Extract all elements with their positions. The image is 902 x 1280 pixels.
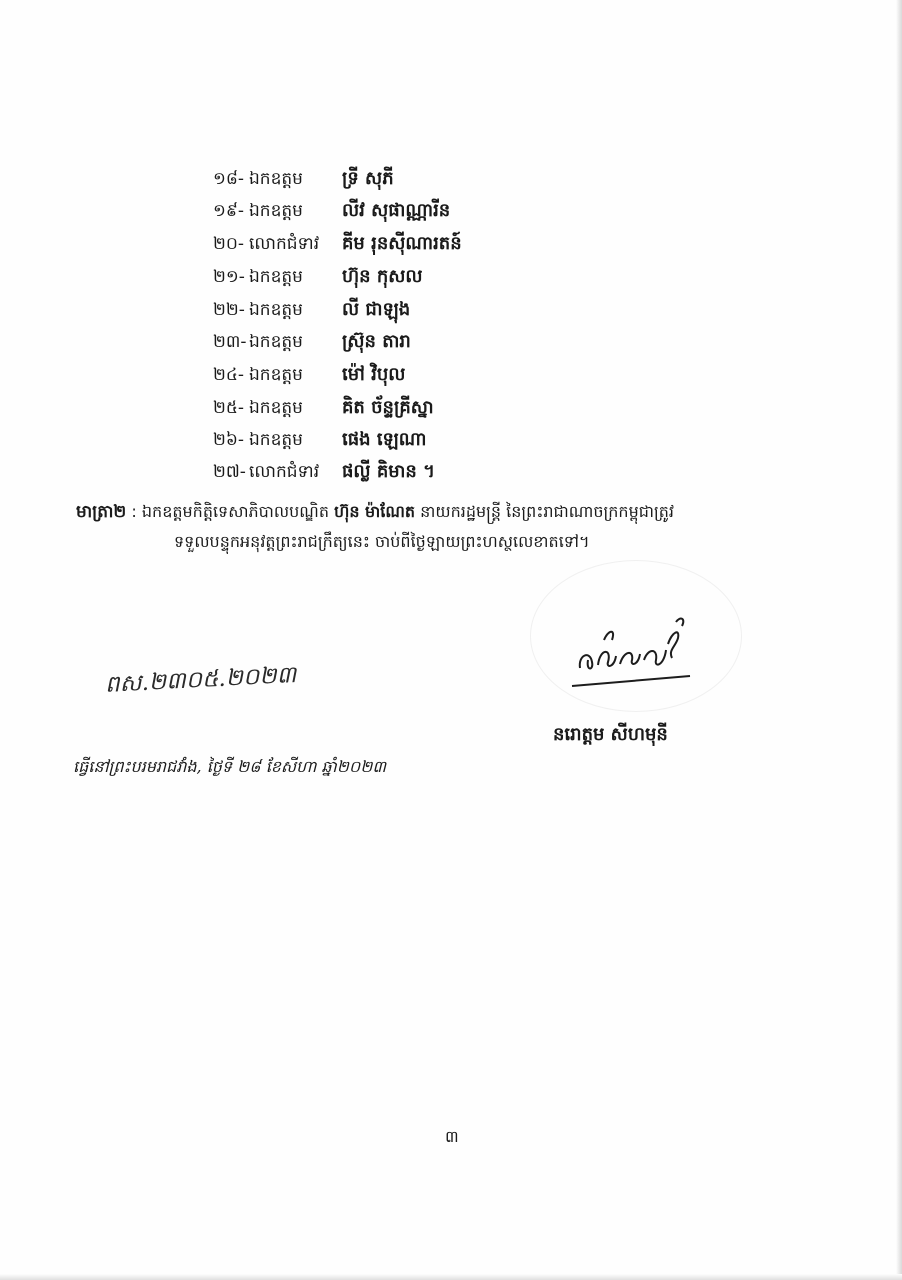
article-label: មាត្រា២ bbox=[76, 502, 127, 522]
scan-edge bbox=[896, 0, 902, 1280]
list-item-number: ២៧- bbox=[213, 462, 246, 482]
list-item bbox=[213, 163, 394, 195]
article-text: នាយករដ្ឋមន្ត្រី នៃព្រះរាជាណាចក្រកម្ពុជាត្រូវ bbox=[415, 502, 674, 521]
list-item-number: ២១- bbox=[213, 267, 245, 287]
article-line: ទទួលបន្ទុកអនុវត្តព្រះរាជក្រឹត្យនេះ ចាប់ពីថ្ងៃឡាយព្រះហស្ថលេខាតទៅ។ bbox=[174, 532, 590, 551]
list-item-name: គិត ច័ន្ទគ្រីស្នា bbox=[342, 397, 434, 418]
list-item-title: ឯកឧត្តម bbox=[249, 267, 303, 287]
list-item bbox=[213, 228, 462, 260]
signature bbox=[568, 610, 698, 690]
list-item-title: ឯកឧត្តម bbox=[249, 430, 303, 450]
list-item bbox=[213, 294, 410, 326]
list-item-title: លោកជំទាវ bbox=[249, 234, 320, 254]
article-line bbox=[76, 497, 866, 527]
article-paragraph bbox=[76, 497, 866, 557]
list-item-name: ហ៊ុន កុសល bbox=[342, 266, 423, 287]
list-item-number: ១៩- bbox=[213, 201, 245, 221]
list-item-name: លី ជាឡុង bbox=[342, 299, 411, 320]
list-item-title: ឯកឧត្តម bbox=[249, 300, 303, 320]
list-item-number: ២៤- bbox=[213, 365, 245, 385]
article-colon: : bbox=[126, 502, 142, 521]
list-item bbox=[213, 326, 411, 358]
scan-edge bbox=[0, 1274, 902, 1280]
list-item-name: ផេង ឡេណា bbox=[342, 429, 427, 450]
article-bold-name: ហ៊ុន ម៉ាណែត bbox=[334, 502, 416, 521]
list-item-number: ២២- bbox=[213, 300, 245, 320]
list-item-name: ផល្លី គិមាន ។ bbox=[342, 461, 435, 482]
list-item-number: ២៦- bbox=[213, 430, 245, 450]
list-item-name: គីម រុនស៊ីណារតន៍ bbox=[342, 233, 462, 254]
list-item-name: ទ្រី សុភី bbox=[342, 168, 394, 189]
list-item-number: ២៣- bbox=[213, 332, 247, 352]
list-item bbox=[213, 261, 423, 293]
list-item-title: ឯកឧត្តម bbox=[249, 332, 303, 352]
list-item-title: ឯកឧត្តម bbox=[249, 201, 303, 221]
list-item bbox=[213, 424, 427, 456]
list-item-name: ស្រ៊ុន តារា bbox=[342, 331, 411, 352]
list-item-title: លោកជំទាវ bbox=[249, 462, 320, 482]
list-item-title: ឯកឧត្តម bbox=[249, 169, 303, 189]
handwritten-date: ពស.២៣០៥.២០២៣ bbox=[104, 662, 297, 698]
signer-name: នរោត្តម សីហមុនី bbox=[553, 724, 668, 745]
list-item-number: ២៥- bbox=[213, 398, 245, 418]
list-item-number: ១៨- bbox=[213, 169, 245, 189]
list-item bbox=[213, 456, 435, 488]
article-text: ឯកឧត្តមកិត្តិទេសាភិបាលបណ្ឌិត bbox=[141, 502, 335, 521]
list-item-name: លីវ សុផាណ្ណារីន bbox=[342, 200, 451, 221]
page-number: ៣ bbox=[445, 1127, 459, 1146]
place-and-date: ធ្វើនៅព្រះបរមរាជវាំង, ថ្ងៃទី ២៨ ខែសីហា ឆ្នាំ២០២៣ bbox=[73, 757, 387, 776]
list-item bbox=[213, 359, 405, 391]
list-item-title: ឯកឧត្តម bbox=[249, 398, 303, 418]
list-item-title: ឯកឧត្តម bbox=[249, 365, 303, 385]
list-item bbox=[213, 195, 450, 227]
list-item-name: ម៉ៅ វិបុល bbox=[342, 364, 406, 385]
list-item-number: ២០- bbox=[213, 234, 245, 254]
list-item bbox=[213, 392, 434, 424]
